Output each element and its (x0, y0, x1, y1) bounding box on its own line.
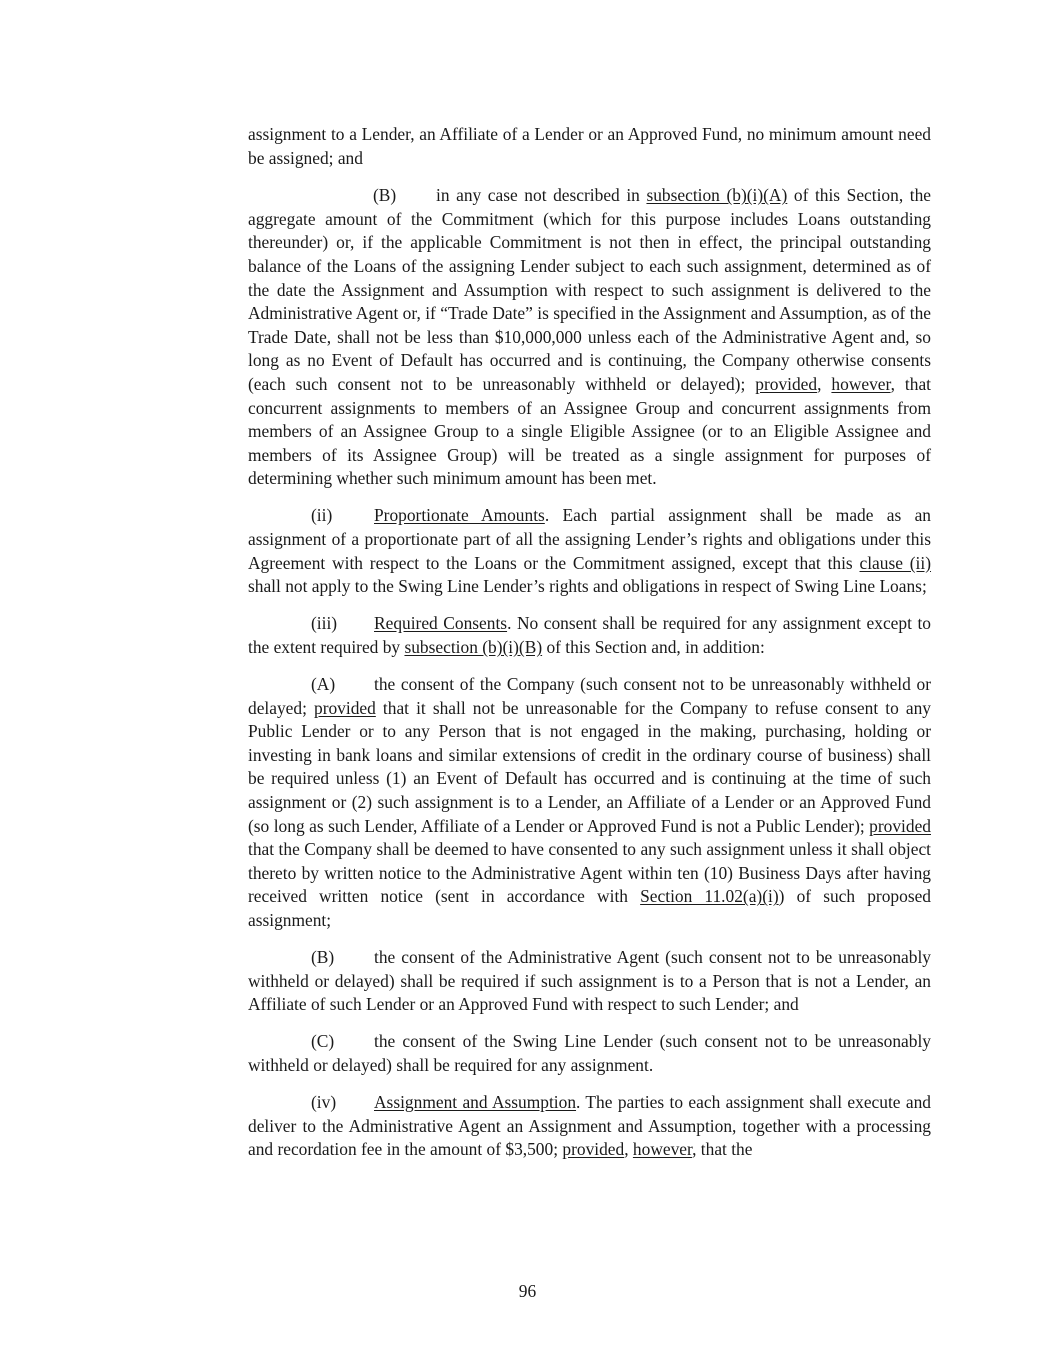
clause-label: (C) (311, 1031, 335, 1052)
paragraph-c-swing-line-consent: (C) the consent of the Swing Line Lender (such consent not to be unreasonably withheld or delayed) shall be required for any assignment. (248, 1031, 931, 1075)
paragraph-iv-assignment-and-assumption: (iv) Assignment and Assumption. The parties to each assignment shall execute and deliver to the Administrative Agent an Assignment and Assumption, together with a processing and recordation fee in the amount of $3,500; provided, however, that the (248, 1091, 931, 1160)
clause-label: (A) (311, 673, 336, 694)
clause-label: (ii) (311, 505, 333, 526)
clause-label: (B) (311, 947, 335, 967)
cross-reference: clause (ii) (859, 552, 932, 573)
section-heading: Required Consents (374, 613, 508, 634)
cross-reference: subsection (b)(i)(B) (404, 636, 543, 657)
document-body (248, 123, 931, 1175)
paragraph-continuation (248, 123, 931, 170)
however-term: however (831, 373, 891, 394)
paragraph-a-company-consent: (A) the consent of the Company (such consent not to be unreasonably withheld or delayed; provided that it shall not be unreasonable for the Company to refuse consent to any Public Lender or to any Person that is not engaged in the making, purchasing, holding or investing in bank loans and similar extensions of credit in the ordinary course of business) shall be required unless (1) an Event of Default has occurred and is continuing at the time of such assignment or (2) such assignment is to a Lender, an Affiliate of a Lender or an Approved Fund (so long as such Lender, Affiliate of a Lender or Approved Fund is not a Public Lender); provided that the Company shall be deemed to have consented to any such assignment unless it shall object thereto by written notice to the Administrative Agent within ten (10) Business Days after having received written notice (sent in accordance with Section 11.02(a)(i)) of such proposed assignment; (248, 673, 931, 930)
clause-label: (iii) (311, 613, 338, 634)
paragraph-b-agent-consent: (B) the consent of the Administrative Agent (such consent not to be unreasonably withheld or delayed) shall be required if such assignment is to a Person that is not a Lender, an Affiliate of such Lender or an Approved Fund with respect to such Lender; and (248, 947, 931, 1015)
section-heading: Proportionate Amounts (374, 505, 545, 526)
provided-term: provided (562, 1139, 625, 1160)
paragraph-iii-required-consents: (iii) Required Consents. No consent shall be required for any assignment except to the extent required by subsection (b)(i)(B) of this Section and, in addition: (248, 613, 931, 657)
provided-term: provided (314, 697, 376, 718)
clause-label: (B) (373, 185, 397, 206)
clause-label: (iv) (311, 1091, 337, 1112)
however-term: however (632, 1139, 693, 1160)
paragraph-b-minimum-amount: (B) in any case not described in subsection (b)(i)(A) of this Section, the aggregate amount of the Commitment (which for this purpose includes Loans outstanding thereunder) or, if the applicable Commitment is not then in effect, the principal outstanding balance of the Loans of the assigning Lender subject to each such assignment, determined as of the date the Assignment and Assumption with respect to such assignment is delivered to the Administrative Agent or, if “Trade Date” is specified in the Assignment and Assumption, as of the Trade Date, shall not be less than $10,000,000 unless each of the Administrative Agent and, so long as no Event of Default has occurred and is continuing, the Company otherwise consents (each such consent not to be unreasonably withheld or delayed); provided, however, that concurrent assignments to members of an Assignee Group and concurrent assignments from members of an Assignee Group to a single Eligible Assignee (or to an Eligible Assignee and members of its Assignee Group) will be treated as a single assignment for purposes of determining whether such minimum amount has been met. (248, 185, 932, 489)
paragraph-text: assignment to a Lender, an Affiliate of a Lender or an Approved Fund, no minimum amount need be assigned; and (248, 124, 931, 168)
section-heading: Assignment and Assumption (374, 1091, 577, 1112)
cross-reference: Section 11.02(a)(i) (640, 886, 779, 907)
provided-term: provided (755, 373, 818, 394)
page-number: 96 (518, 1281, 537, 1301)
paragraph-ii-proportionate-amounts: (ii) Proportionate Amounts. Each partial assignment shall be made as an assignment of a proportionate part of all the assigning Lender’s rights and obligations under this Agreement with respect to the Loans or the Commitment assigned, except that this clause (ii) shall not apply to the Swing Line Lender’s rights and obligations in respect of Swing Line Loans; (248, 505, 932, 597)
cross-reference: subsection (b)(i)(A) (646, 185, 788, 206)
provided-term: provided (869, 815, 931, 836)
